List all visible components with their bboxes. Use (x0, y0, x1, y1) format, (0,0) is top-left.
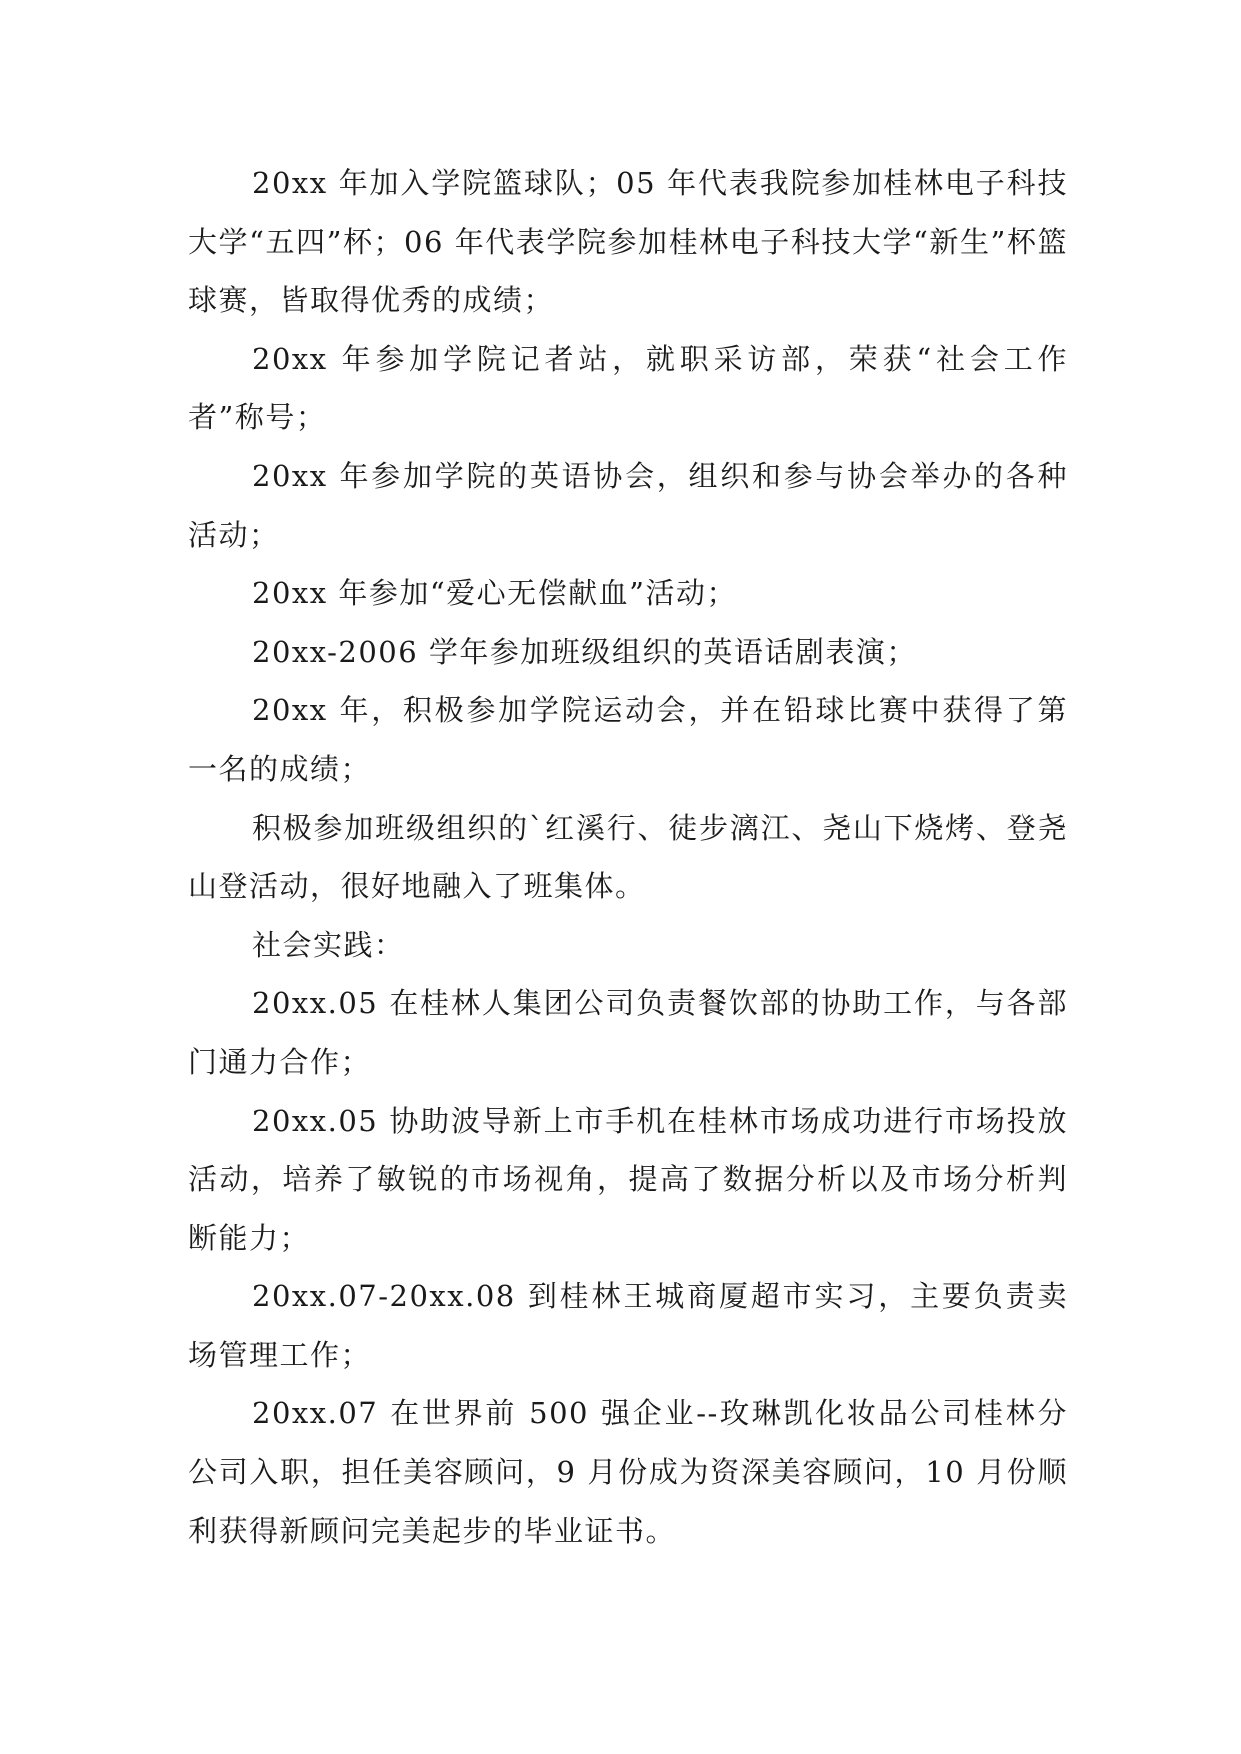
paragraph-phone-launch: 20xx.05 协助波导新上市手机在桂林市场成功进行市场投放活动，培养了敏锐的市场视角，提高了数据分析以及市场分析判断能力； (188, 1103, 1068, 1255)
paragraph-drama: 20xx-2006 学年参加班级组织的英语话剧表演； (252, 634, 917, 669)
paragraph-class-activities: 积极参加班级组织的`红溪行、徒步漓江、尧山下烧烤、登尧山登活动，很好地融入了班集体。 (188, 810, 1068, 904)
document-body (188, 154, 1068, 1560)
paragraph-supermarket: 20xx.07-20xx.08 到桂林王城商厦超市实习，主要负责卖场管理工作； (188, 1279, 1068, 1372)
paragraph-blood-donation: 20xx 年参加“爱心无偿献血”活动； (252, 576, 737, 611)
paragraph-sports-meet: 20xx 年，积极参加学院运动会，并在铅球比赛中获得了第一名的成绩； (188, 693, 1068, 786)
paragraph-basketball: 20xx 年加入学院篮球队；05 年代表我院参加桂林电子科技大学“五四”杯；06 年代表学院参加桂林电子科技大学“新生”杯篮球赛，皆取得优秀的成绩； (188, 166, 1068, 318)
paragraph-english-club: 20xx 年参加学院的英语协会，组织和参与协会举办的各种活动； (188, 458, 1068, 552)
paragraph-mary-kay: 20xx.07 在世界前 500 强企业--玫琳凯化妆品公司桂林分公司入职，担任美容顾问，9 月份成为资深美容顾问，10 月份顺利获得新顾问完美起步的毕业证书。 (188, 1396, 1068, 1548)
paragraph-catering: 20xx.05 在桂林人集团公司负责餐饮部的协助工作，与各部门通力合作； (188, 986, 1068, 1079)
paragraph-reporter: 20xx 年参加学院记者站，就职采访部，荣获“社会工作者”称号； (188, 341, 1068, 435)
section-heading-social-practice: 社会实践： (252, 927, 405, 962)
